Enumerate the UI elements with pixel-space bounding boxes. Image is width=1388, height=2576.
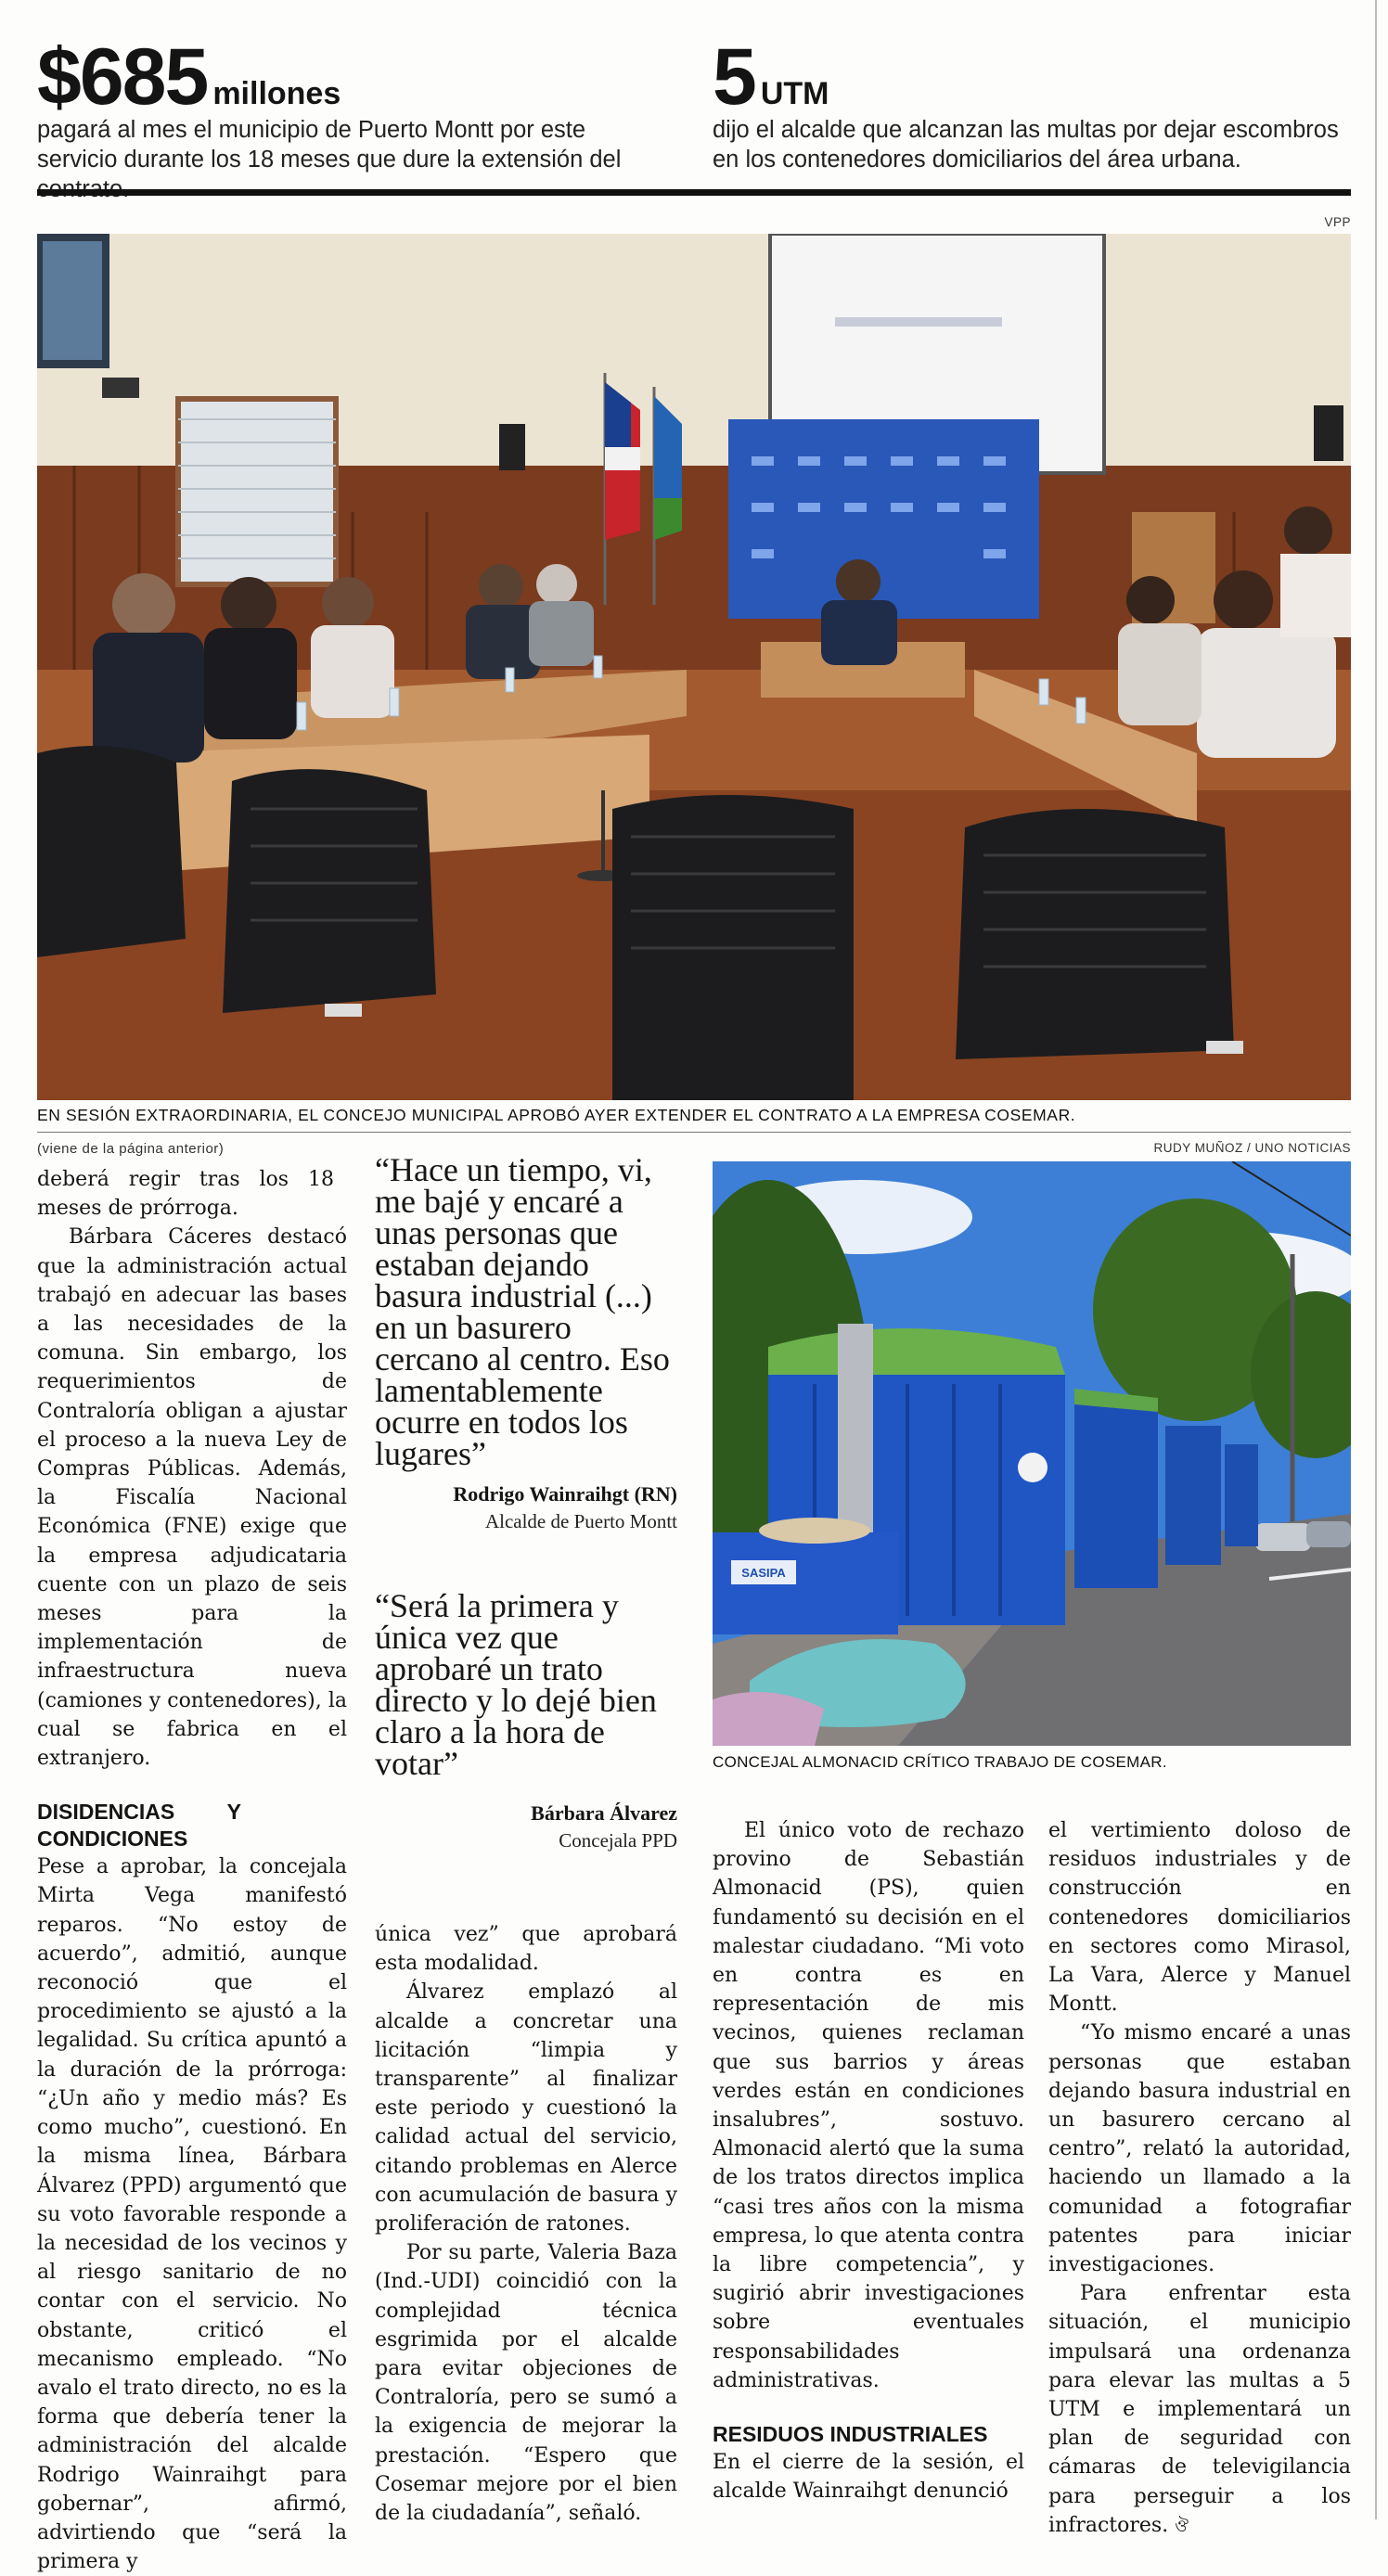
end-mark-icon: ঔ — [1175, 2516, 1189, 2536]
col4-paragraph-3 — [1048, 2279, 1351, 2541]
article-column-4 — [1048, 1816, 1351, 2541]
second-photo-caption: CONCEJAL ALMONACID CRÍTICO TRABAJO DE COSEMAR. — [713, 1753, 1167, 1771]
council-session-photo — [37, 234, 1351, 1100]
container-label: SASIPA — [741, 1566, 786, 1580]
containers-photo — [713, 1161, 1351, 1746]
top-rule — [37, 189, 1351, 196]
col1-paragraph-1: deberá regir tras los 18 meses de prórroga. — [37, 1168, 334, 1221]
page-edge-line — [1375, 0, 1377, 2519]
pull-quote-2-name: Bárbara Álvarez — [531, 1801, 677, 1825]
col2-paragraph-2: Álvarez emplazó al alcalde a concretar una licitación “limpia y transparente” al finalizar este periodo y cuestionó la calidad actual del servicio, citando problemas en Alerce con acumulación de basura y proliferación de ratones. — [375, 1980, 677, 2236]
stat-value-2: 5 — [713, 32, 755, 122]
article-column-2 — [375, 1920, 677, 2528]
col4-paragraph-1: el vertimiento doloso de residuos industriales y de construcción en contenedores domiciliarios en sectores como Mirasol, La Vara, Alerce y Manuel Montt. — [1048, 1819, 1351, 2017]
pull-quote-2 — [375, 1587, 677, 1852]
pull-quote-1-text: “Hace un tiempo, vi, me bajé y encaré a unas personas que estaban dejando basura industrial (...) en un basurero cercano al centro. Eso lamentablemente ocurre en todos los lugares” — [375, 1151, 670, 1472]
caption-rule — [37, 1132, 1351, 1133]
col4-paragraph-3-text: Para enfrentar esta situación, el municipio impulsará una ordenanza para elevar las multas a 5 UTM e implementará un plan de seguridad con cámaras de televigilancia para perseguir a los infractores. — [1048, 2282, 1351, 2537]
col3-paragraph-1: El único voto de rechazo provino de Sebastián Almonacid (PS), quien fundamentó su decisión en el malestar ciudadano. “Mi voto en contra es en representación de mis vecinos, quienes reclaman que sus barrios y áreas verdes están en condiciones insalubres”, sostuvo. Almonacid alertó que la suma de los tratos directos implica “casi tres años con la misma empresa, lo que atenta contra la libre competencia”, y sugirió abrir investigaciones sobre eventuales responsabilidades administrativas. — [713, 1819, 1024, 2392]
col3-paragraph-2: En el cierre de la sesión, el alcalde Wainraihgt denunció — [713, 2451, 1024, 2504]
stat-headline-2 — [713, 32, 1362, 122]
col4-paragraph-2: “Yo mismo encaré a unas personas que estaban dejando basura industrial en un basurero cercano al centro”, relató la autoridad, haciendo un llamado a la comunidad a fotografiar patentes para iniciar investigaciones. — [1048, 2021, 1351, 2277]
col1-paragraph-2: Bárbara Cáceres destacó que la administración actual trabajó en adecuar las bases a las necesidades de la comuna. Sin embargo, los requerimientos de Contraloría obligan a ajustar el proceso a la nueva Ley de Compras Públicas. Además, la Fiscalía Nacional Económica (FNE) exige que la empresa adjudicataria cuente con un plazo de seis meses para la implementación de infraestructura nueva (camiones y contenedores), la cual se fabrica en el extranjero. — [37, 1225, 347, 1771]
col2-paragraph-3: Por su parte, Valeria Baza (Ind.-UDI) coincidió con la complejidad técnica esgrimida por el alcalde para evitar objeciones de Contraloría, pero se sumó a la exigencia de mejorar la prestación. “Espero que Cosemar mejore por el bien de la ciudadanía”, señaló. — [375, 2241, 677, 2526]
pull-quote-1 — [375, 1151, 677, 1533]
stat-description-2: dijo el alcalde que alcanzan las multas por dejar escombros en los contenedores domiciliarios del área urbana. — [713, 117, 1339, 173]
pull-quote-2-text: “Será la primera y única vez que aprobaré un trato directo y lo dejé bien claro a la hora de votar” — [375, 1587, 657, 1782]
stat-value-1: $685 — [37, 32, 208, 122]
stat-block-1 — [37, 32, 687, 204]
main-photo-credit: VPP — [1324, 215, 1351, 229]
stat-unit-2: UTM — [760, 76, 829, 111]
stat-headline-1 — [37, 32, 687, 122]
subhead-disidencias: DISIDENCIAS Y CONDICIONES — [37, 1800, 241, 1852]
article-column-3 — [713, 1816, 1024, 2506]
stat-description-1: pagará al mes el municipio de Puerto Montt por este servicio durante los 18 meses que dure la extensión del — [37, 117, 622, 173]
col1-paragraph-3: Pese a aprobar, la concejala Mirta Vega manifestó reparos. “No estoy de acuerdo”, admitió, aunque reconoció que el procedimiento se ajustó a la legalidad. Su crítica apuntó a la duración de la prórroga: “¿Un año y medio más? Es como mucho”, cuestionó. En la misma línea, Bárbara Álvarez (PPD) argumentó que su voto favorable responde a la necesidad de los vecinos y al riesgo sanitario de no contar con el servicio. No obstante, criticó el mecanismo empleado. “No avalo el trato directo, no es la forma que debería tener la administración del alcalde Rodrigo Wainraihgt para gobernar”, afirmó, advirtiendo que “será la primera y — [37, 1855, 347, 2574]
second-photo-credit: RUDY MUÑOZ / UNO NOTICIAS — [1153, 1141, 1351, 1155]
article-column-1 — [37, 1165, 347, 2576]
col2-paragraph-1: única vez” que aprobará esta modalidad. — [375, 1923, 677, 1976]
main-photo-caption: EN SESIÓN EXTRAORDINARIA, EL CONCEJO MUNICIPAL APROBÓ AYER EXTENDER EL CONTRATO A LA EMPRESA COSEMAR. — [37, 1106, 1076, 1124]
pull-quote-1-name: Rodrigo Wainraihgt (RN) — [453, 1482, 677, 1506]
stat-unit-1: millones — [212, 76, 341, 111]
pull-quote-1-role: Alcalde de Puerto Montt — [484, 1510, 677, 1532]
subhead-residuos: RESIDUOS INDUSTRIALES — [713, 2422, 988, 2447]
pull-quote-2-role: Concejala PPD — [559, 1829, 677, 1852]
stat-block-2 — [713, 32, 1362, 174]
continued-from-note: (viene de la página anterior) — [37, 1141, 225, 1157]
